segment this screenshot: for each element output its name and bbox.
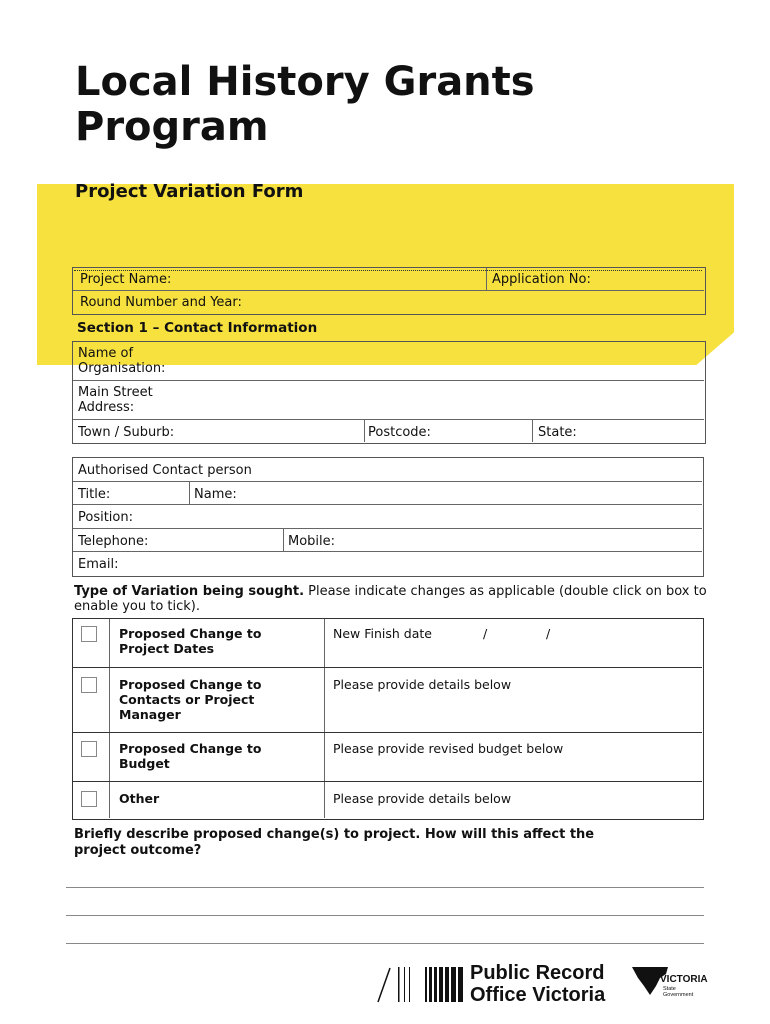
variation-label-project-dates (119, 626, 319, 656)
project-name-field[interactable]: Project Name: (80, 272, 172, 287)
other-checkbox[interactable] (81, 791, 97, 807)
street-address-field[interactable] (78, 385, 153, 415)
variation-label-contacts (119, 677, 319, 722)
name-field[interactable]: Name: (194, 487, 237, 502)
variation-label-budget (119, 741, 319, 771)
variation-intro-bold: Type of Variation being sought. (74, 584, 305, 599)
row-divider (73, 290, 704, 291)
row-divider (73, 551, 702, 552)
label-line: Project Dates (119, 641, 215, 656)
round-year-field[interactable]: Round Number and Year: (80, 295, 242, 310)
date-separator: / (483, 626, 488, 641)
page-title (75, 60, 535, 150)
label-line: Manager (119, 707, 181, 722)
prov-line-1: Public Record (470, 962, 605, 984)
row-divider (73, 732, 702, 733)
column-divider (486, 268, 487, 290)
column-divider (109, 619, 110, 818)
contacts-manager-checkbox[interactable] (81, 677, 97, 693)
answer-line[interactable] (66, 943, 704, 944)
town-field[interactable]: Town / Suburb: (78, 425, 175, 440)
label-line: Contacts or Project (119, 692, 255, 707)
mobile-field[interactable]: Mobile: (288, 534, 336, 549)
title-line-2: Program (75, 104, 269, 150)
column-divider (189, 482, 190, 504)
label-line: Budget (119, 756, 170, 771)
contacts-detail-text: Please provide details below (333, 677, 512, 692)
street-label-line-2: Address: (78, 400, 135, 415)
form-subtitle: Project Variation Form (75, 181, 304, 202)
vic-sub-line: Government (663, 992, 694, 998)
authorised-contact-heading: Authorised Contact person (78, 463, 252, 478)
state-field[interactable]: State: (538, 425, 577, 440)
question-line-2: project outcome? (74, 843, 202, 858)
new-finish-date-label: New Finish date (333, 626, 432, 641)
date-separator: / (546, 626, 551, 641)
title-line-1: Local History Grants (75, 59, 535, 105)
telephone-field[interactable]: Telephone: (78, 534, 149, 549)
row-divider (73, 481, 702, 482)
section-1-title: Section 1 – Contact Information (77, 320, 318, 336)
row-divider (73, 380, 704, 381)
organisation-name-field[interactable] (78, 346, 165, 376)
label-line: Proposed Change to (119, 626, 262, 641)
row-divider (73, 419, 704, 420)
budget-checkbox[interactable] (81, 741, 97, 757)
column-divider (532, 420, 533, 442)
row-divider (73, 528, 702, 529)
vic-sub-line: State (663, 986, 676, 992)
email-field[interactable]: Email: (78, 557, 119, 572)
org-label-line-2: Organisation: (78, 361, 166, 376)
postcode-field[interactable]: Postcode: (368, 425, 431, 440)
variation-label-other: Other (119, 791, 160, 806)
question-line-1: Briefly describe proposed change(s) to project. How will this affect the (74, 827, 595, 842)
row-divider (73, 504, 702, 505)
project-dates-checkbox[interactable] (81, 626, 97, 642)
title-field[interactable]: Title: (78, 487, 111, 502)
state-government-text (663, 986, 693, 998)
variation-intro-text: Please indicate changes as applicable (double click on box to enable you to tick). (74, 584, 707, 614)
label-line: Proposed Change to (119, 741, 262, 756)
variation-instructions (74, 584, 714, 614)
other-detail-text: Please provide details below (333, 791, 512, 806)
position-field[interactable]: Position: (78, 510, 133, 525)
column-divider (283, 529, 284, 551)
prov-logo-icon (376, 962, 466, 1008)
dotted-rule (74, 270, 702, 271)
org-label-line-1: Name of (78, 346, 134, 361)
budget-detail-text: Please provide revised budget below (333, 741, 564, 756)
row-divider (73, 667, 702, 668)
street-label-line-1: Main Street (78, 385, 153, 400)
row-divider (73, 781, 702, 782)
victoria-wordmark: VICTORIA (660, 974, 708, 985)
column-divider (364, 420, 365, 442)
label-line: Proposed Change to (119, 677, 262, 692)
prov-line-2: Office Victoria (470, 984, 606, 1006)
column-divider (324, 619, 325, 818)
answer-line[interactable] (66, 887, 704, 888)
application-no-field[interactable]: Application No: (492, 272, 591, 287)
answer-line[interactable] (66, 915, 704, 916)
prov-logo-text (470, 962, 605, 1006)
change-description-question (74, 827, 674, 859)
